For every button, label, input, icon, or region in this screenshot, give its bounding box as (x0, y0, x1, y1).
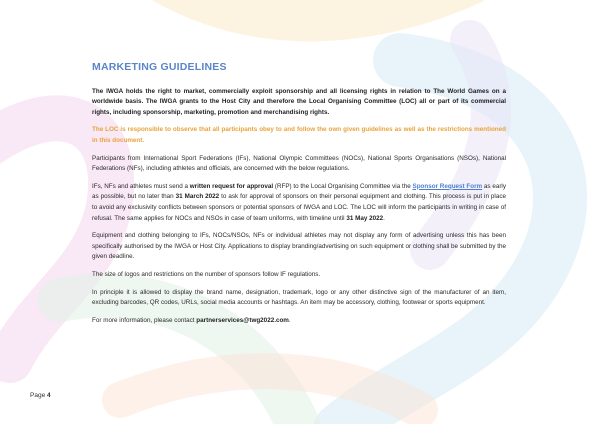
page-title: MARKETING GUIDELINES (92, 61, 227, 73)
paragraph-loc-responsibility: The LOC is responsible to observe that all participants obey to and follow the own given guidelines as well as the restrictions mentioned in this document. (92, 126, 506, 144)
page-number: 4 (47, 392, 51, 399)
paragraph-contact (92, 316, 506, 327)
paragraph-participants: Participants from International Sport Federations (IFs), National Olympic Committees (NOCs), National Sports Organisations (NSOs), National Federations (NFs), including athletes and officials, are concerned with the below regulations. (92, 154, 506, 173)
paragraph-brand-display: In principle it is allowed to display the brand name, designation, trademark, logo or any other distinctive sign of the manufacturer of an item, excluding barcodes, QR codes, URLs, social media accounts or hashtags. An item may be accessory, clothing, footwear or sports equipment. (92, 288, 506, 307)
text: . (288, 316, 291, 324)
text: (RFP) to the Local Organising Committee via the (273, 182, 413, 190)
page-footer (30, 392, 51, 399)
paragraph-commercial-rights: The IWGA holds the right to market, commercially exploit sponsorship and all licensing rights in relation to The World Games on a worldwide basis. The IWGA grants to the Host City and therefore the Local Organising Committee (LOC) all or part of its commercial rights, including sponsorship, marketing, promotion and merchandising rights. (92, 87, 506, 116)
deadline-may: 31 May 2022 (346, 214, 384, 222)
contact-email[interactable]: partnerservices@twg2022.com (196, 316, 289, 324)
emphasis-written-request: written request for approval (189, 182, 274, 190)
paragraph-equipment-advertising: Equipment and clothing belonging to IFs, NOCs/NSOs, NFs or individual athletes may not display any form of advertising unless this has been specifically authorised by the IWGA or Host City. Applications to display branding/advertising on such equipment or clothing shall be submitted by the given deadline. (92, 232, 506, 261)
page-label: Page (30, 392, 46, 399)
deadline-march: 31 March 2022 (175, 193, 220, 201)
text: . (383, 214, 385, 222)
text: For more information, please contact (92, 316, 197, 324)
paragraph-logo-size: The size of logos and restrictions on the number of sponsors follow IF regulations. (92, 270, 321, 278)
paragraph-request-approval (92, 182, 506, 224)
text: IFs, NFs and athletes must send a (92, 182, 190, 190)
sponsor-request-form-link[interactable]: Sponsor Request Form (412, 182, 483, 190)
text: to ask for approval of sponsors on their personal equipment and clothing. This process is put in place to avoid any exclusivity conflicts between sponsors or potential sponsors of IWGA and LOC. The LOC will inform the participants in writing in case of refusal. The same applies for NOCs and NSOs in case of team uniforms, with timeline until (92, 193, 506, 222)
document-body (92, 62, 506, 333)
text: as early as possible, but no later than (92, 182, 506, 201)
